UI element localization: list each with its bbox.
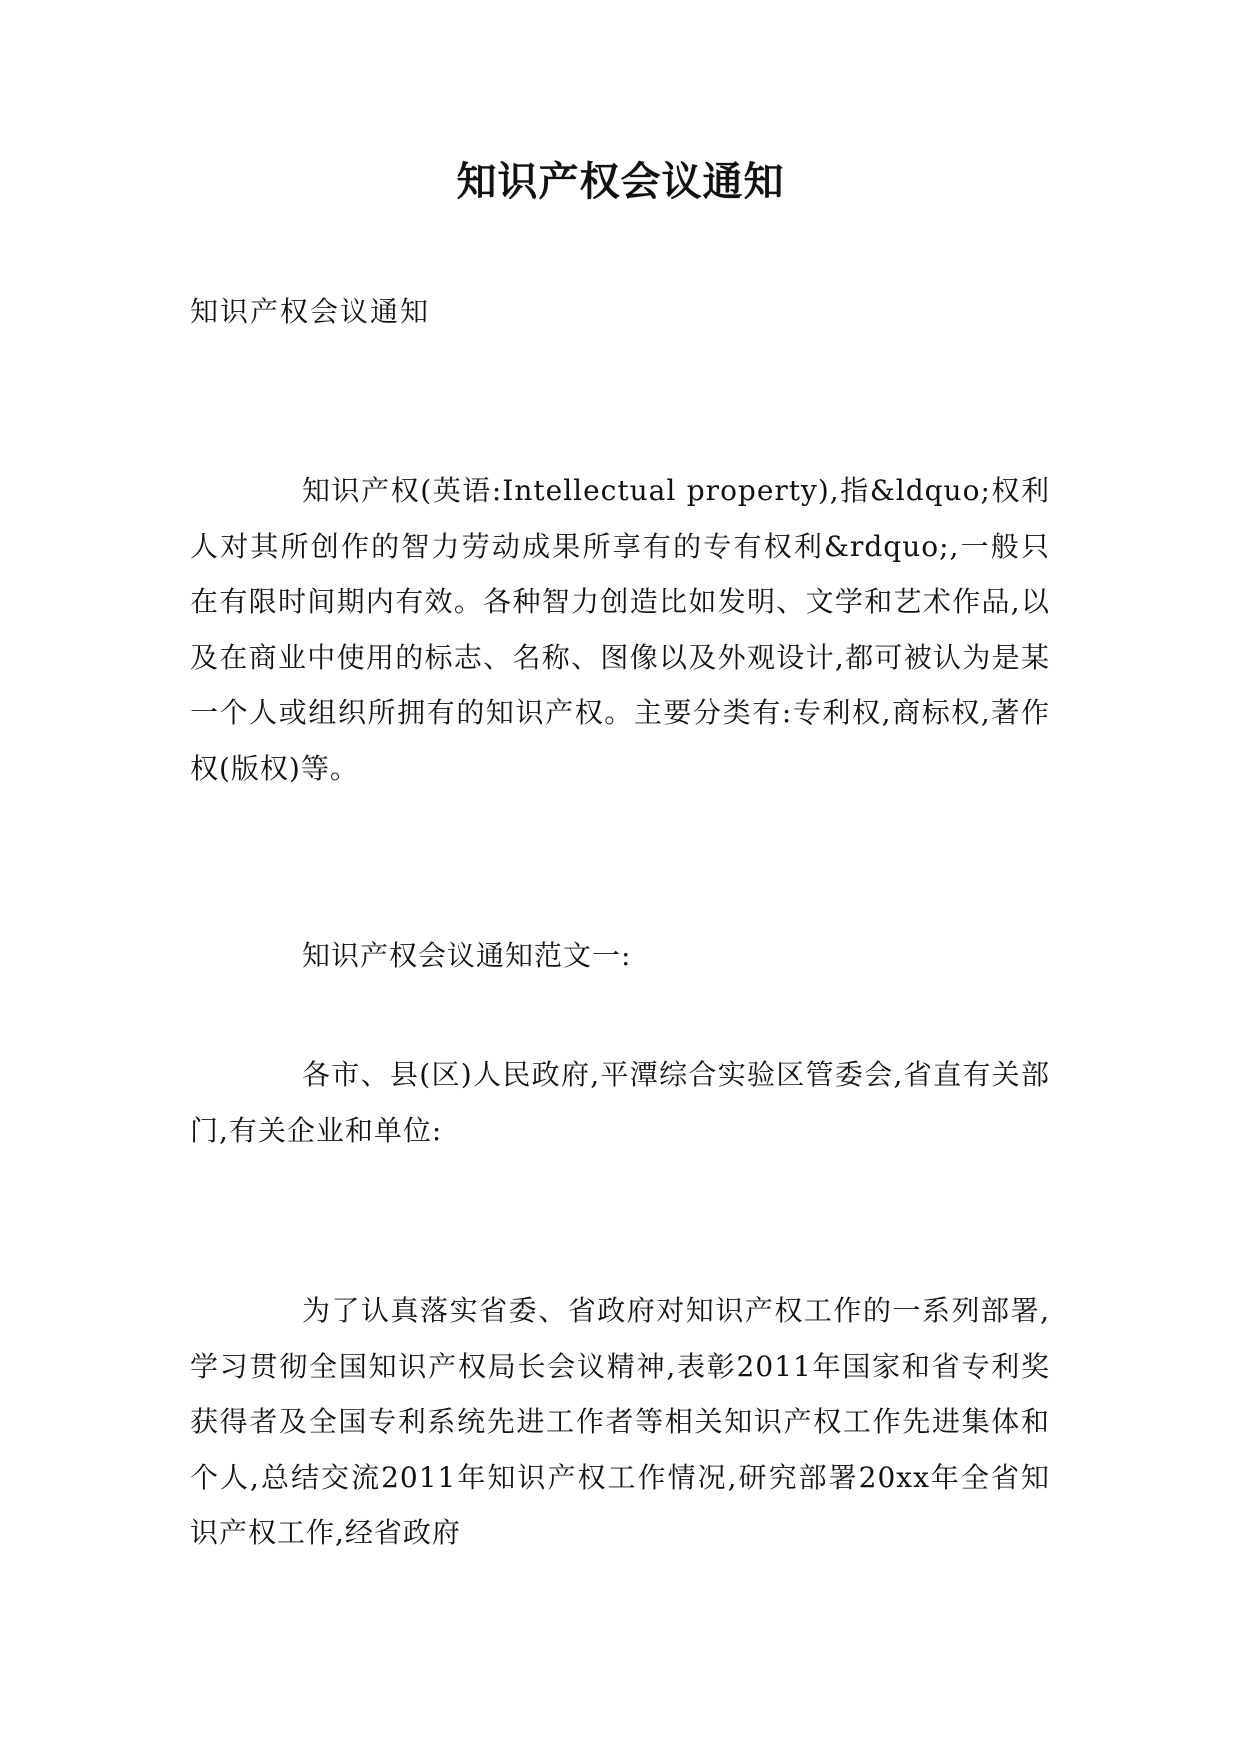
paragraph-sample-heading: 知识产权会议通知范文一: bbox=[302, 939, 632, 972]
paragraph-addressees: 各市、县(区)人民政府,平潭综合实验区管委会,省直有关部门,有关企业和单位: bbox=[190, 1058, 1050, 1147]
document-title: 知识产权会议通知 bbox=[456, 158, 785, 205]
paragraph-definition: 知识产权(英语:Intellectual property),指&ldquo;权利人对其所创作的智力劳动成果所享有的专有权利&rdquo;,一般只在有限时间期内有效。各种智力创造比如发明、文学和艺术作品,以及在商业中使用的标志、名称、图像以及外观设计,都可被认为是某一个人或组织所拥有的知识产权。主要分类有:专利权,商标权,著作权(版权)等。 bbox=[190, 474, 1050, 785]
document-subtitle: 知识产权会议通知 bbox=[190, 295, 431, 328]
paragraph-body: 为了认真落实省委、省政府对知识产权工作的一系列部署,学习贯彻全国知识产权局长会议精神,表彰2011年国家和省专利奖获得者及全国专利系统先进工作者等相关知识产权工作先进集体和个人,总结交流2011年知识产权工作情况,研究部署20xx年全省知识产权工作,经省政府 bbox=[190, 1294, 1050, 1549]
